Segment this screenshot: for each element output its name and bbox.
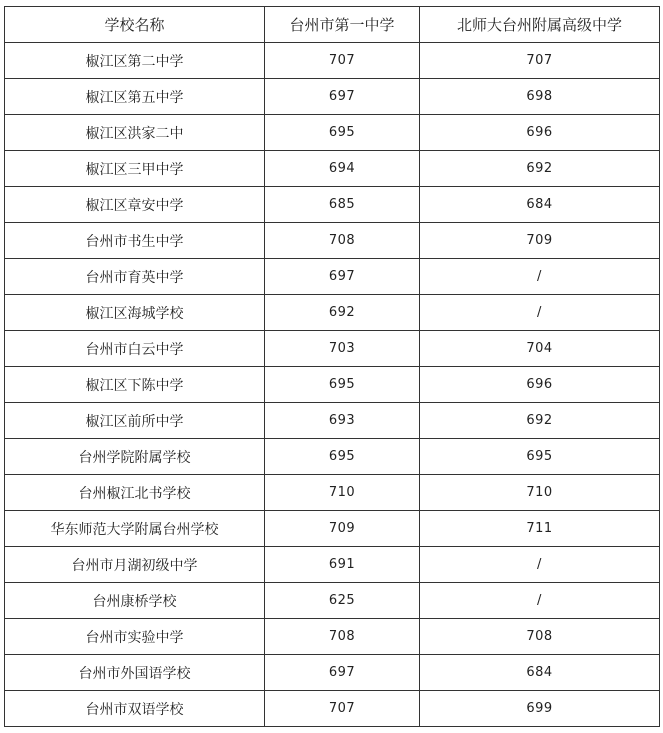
school-name-cell: 椒江区前所中学 — [5, 403, 265, 439]
bnu-affiliated-score-cell: 684 — [420, 187, 660, 223]
header-school-name: 学校名称 — [5, 7, 265, 43]
school-name-cell: 台州学院附属学校 — [5, 439, 265, 475]
table-body — [5, 43, 660, 727]
school-name-cell: 椒江区海城学校 — [5, 295, 265, 331]
taizhou-no1-score-cell: 707 — [265, 691, 420, 727]
school-name-cell: 台州市外国语学校 — [5, 655, 265, 691]
header-row — [5, 7, 660, 43]
table-row — [5, 547, 660, 583]
taizhou-no1-score-cell: 697 — [265, 655, 420, 691]
bnu-affiliated-score-cell: 709 — [420, 223, 660, 259]
taizhou-no1-score-cell: 695 — [265, 439, 420, 475]
school-name-cell: 华东师范大学附属台州学校 — [5, 511, 265, 547]
table-row — [5, 259, 660, 295]
bnu-affiliated-score-cell: 692 — [420, 151, 660, 187]
table-row — [5, 619, 660, 655]
school-name-cell: 台州市育英中学 — [5, 259, 265, 295]
bnu-affiliated-score-cell: / — [420, 583, 660, 619]
bnu-affiliated-score-cell: 692 — [420, 403, 660, 439]
taizhou-no1-score-cell: 708 — [265, 223, 420, 259]
bnu-affiliated-score-cell: / — [420, 547, 660, 583]
taizhou-no1-score-cell: 697 — [265, 79, 420, 115]
bnu-affiliated-score-cell: 707 — [420, 43, 660, 79]
school-name-cell: 椒江区洪家二中 — [5, 115, 265, 151]
table-row — [5, 223, 660, 259]
bnu-affiliated-score-cell: 695 — [420, 439, 660, 475]
table-row — [5, 295, 660, 331]
school-name-cell: 台州椒江北书学校 — [5, 475, 265, 511]
bnu-affiliated-score-cell: / — [420, 259, 660, 295]
table-row — [5, 331, 660, 367]
table-row — [5, 475, 660, 511]
bnu-affiliated-score-cell: 696 — [420, 367, 660, 403]
school-name-cell: 台州市书生中学 — [5, 223, 265, 259]
admission-score-table — [4, 6, 660, 727]
school-name-cell: 台州市月湖初级中学 — [5, 547, 265, 583]
bnu-affiliated-score-cell: 704 — [420, 331, 660, 367]
table-row — [5, 511, 660, 547]
table-row — [5, 403, 660, 439]
taizhou-no1-score-cell: 697 — [265, 259, 420, 295]
school-name-cell: 台州市双语学校 — [5, 691, 265, 727]
school-name-cell: 椒江区第五中学 — [5, 79, 265, 115]
table-row — [5, 439, 660, 475]
table-row — [5, 187, 660, 223]
school-name-cell: 椒江区章安中学 — [5, 187, 265, 223]
bnu-affiliated-score-cell: 710 — [420, 475, 660, 511]
table-row — [5, 367, 660, 403]
bnu-affiliated-score-cell: 708 — [420, 619, 660, 655]
bnu-affiliated-score-cell: 698 — [420, 79, 660, 115]
taizhou-no1-score-cell: 692 — [265, 295, 420, 331]
taizhou-no1-score-cell: 710 — [265, 475, 420, 511]
taizhou-no1-score-cell: 709 — [265, 511, 420, 547]
taizhou-no1-score-cell: 685 — [265, 187, 420, 223]
table-row — [5, 691, 660, 727]
school-name-cell: 台州市白云中学 — [5, 331, 265, 367]
taizhou-no1-score-cell: 707 — [265, 43, 420, 79]
table-row — [5, 583, 660, 619]
school-name-cell: 椒江区三甲中学 — [5, 151, 265, 187]
table-row — [5, 655, 660, 691]
table-row — [5, 115, 660, 151]
taizhou-no1-score-cell: 693 — [265, 403, 420, 439]
bnu-affiliated-score-cell: 696 — [420, 115, 660, 151]
header-bnu-taizhou-affiliated-high-school: 北师大台州附属高级中学 — [420, 7, 660, 43]
school-name-cell: 台州康桥学校 — [5, 583, 265, 619]
header-taizhou-no1-high-school: 台州市第一中学 — [265, 7, 420, 43]
taizhou-no1-score-cell: 691 — [265, 547, 420, 583]
taizhou-no1-score-cell: 703 — [265, 331, 420, 367]
taizhou-no1-score-cell: 695 — [265, 367, 420, 403]
taizhou-no1-score-cell: 708 — [265, 619, 420, 655]
table-row — [5, 43, 660, 79]
table-header — [5, 7, 660, 43]
bnu-affiliated-score-cell: / — [420, 295, 660, 331]
school-name-cell: 椒江区第二中学 — [5, 43, 265, 79]
taizhou-no1-score-cell: 625 — [265, 583, 420, 619]
bnu-affiliated-score-cell: 711 — [420, 511, 660, 547]
table-row — [5, 151, 660, 187]
school-name-cell: 椒江区下陈中学 — [5, 367, 265, 403]
bnu-affiliated-score-cell: 684 — [420, 655, 660, 691]
taizhou-no1-score-cell: 695 — [265, 115, 420, 151]
bnu-affiliated-score-cell: 699 — [420, 691, 660, 727]
school-name-cell: 台州市实验中学 — [5, 619, 265, 655]
table-row — [5, 79, 660, 115]
taizhou-no1-score-cell: 694 — [265, 151, 420, 187]
